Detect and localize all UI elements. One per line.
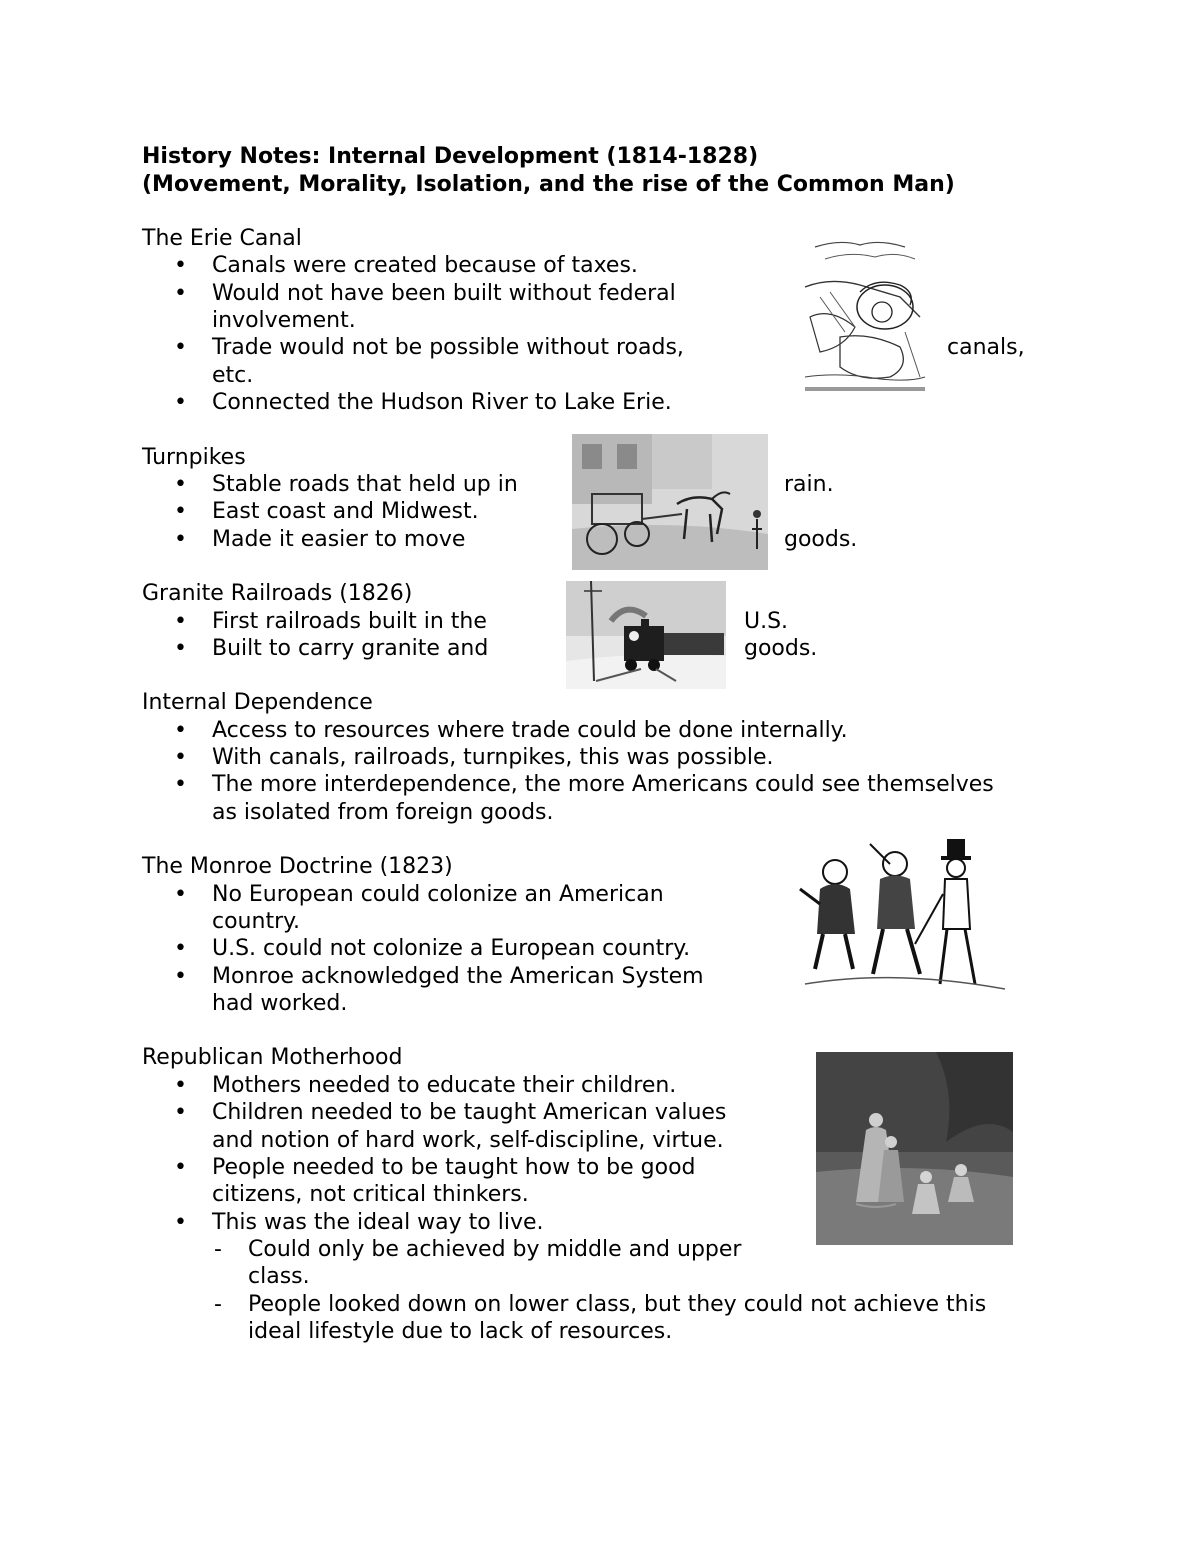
list-item: • Would not have been built without federal [212,280,676,307]
list-item: • No European could colonize an American [212,881,664,908]
sub-list-item-continuation: class. [248,1264,310,1289]
list-item-continuation: had worked. [212,991,348,1016]
list-item: • People needed to be taught how to be good [212,1154,696,1181]
list-item: • Monroe acknowledged the American System [212,963,704,990]
list-item-continuation: citizens, not critical thinkers. [212,1182,529,1207]
title-line-1: History Notes: Internal Development (1814-1828) [142,144,759,169]
list-item: • East coast and Midwest. [212,498,479,525]
granite-railroads-heading: Granite Railroads (1826) [142,581,413,606]
republican-motherhood-painting-image [816,1052,1013,1245]
list-item: • First railroads built in the [212,608,487,635]
list-item: • Made it easier to move [212,526,465,553]
list-item: • Connected the Hudson River to Lake Erie. [212,389,672,416]
turnpike-carriage-image [572,434,768,570]
list-item-continuation: U.S. [744,609,789,634]
list-item: • Stable roads that held up in [212,471,518,498]
list-item: • Canals were created because of taxes. [212,252,638,279]
list-item: • Trade would not be possible without roads, [212,334,684,361]
list-item: • With canals, railroads, turnpikes, this was possible. [212,744,774,771]
monroe-doctrine-cartoon-image [795,834,1011,1000]
erie-canal-heading: The Erie Canal [142,226,302,251]
list-item: • This was the ideal way to live. [212,1209,544,1236]
list-item-continuation: goods. [744,636,818,661]
list-item-continuation: canals, [947,335,1025,360]
list-item-continuation: goods. [784,527,858,552]
sub-list-item-continuation: ideal lifestyle due to lack of resources. [248,1319,673,1344]
monroe-doctrine-heading: The Monroe Doctrine (1823) [142,854,453,879]
internal-dependence-heading: Internal Dependence [142,690,373,715]
list-item-continuation: rain. [784,472,834,497]
turnpikes-heading: Turnpikes [142,445,246,470]
title-line-2: (Movement, Morality, Isolation, and the rise of the Common Man) [142,172,955,197]
list-item-continuation: as isolated from foreign goods. [212,800,554,825]
erie-canal-cartoon-image [800,237,930,397]
list-item: • Children needed to be taught American values [212,1099,726,1126]
list-item-continuation: involvement. [212,308,356,333]
list-item-continuation: etc. [212,363,254,388]
list-item-continuation: and notion of hard work, self-discipline, virtue. [212,1128,724,1153]
list-item-continuation: country. [212,909,300,934]
sub-list-item: - People looked down on lower class, but they could not achieve this [248,1291,986,1318]
republican-motherhood-heading: Republican Motherhood [142,1045,403,1070]
list-item: • Access to resources where trade could be done internally. [212,717,848,744]
railroad-train-image [566,581,726,689]
list-item: • Mothers needed to educate their children. [212,1072,676,1099]
list-item: • The more interdependence, the more Americans could see themselves [212,771,994,798]
list-item: • Built to carry granite and [212,635,488,662]
list-item: • U.S. could not colonize a European country. [212,935,690,962]
sub-list-item: - Could only be achieved by middle and upper [248,1236,741,1263]
